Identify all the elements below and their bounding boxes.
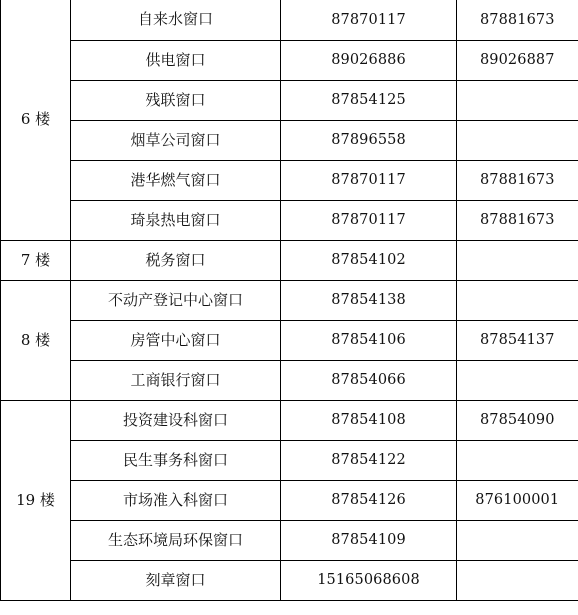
window-name: 供电窗口 [71, 40, 281, 80]
window-name: 残联窗口 [71, 80, 281, 120]
table-row [1, 40, 578, 80]
phone-secondary: 87854090 [457, 400, 578, 440]
phone-primary: 87854109 [281, 520, 457, 560]
table-row [1, 160, 578, 200]
floor-label-6: 6 楼 [1, 0, 71, 240]
table-row [1, 360, 578, 400]
phone-primary: 89026886 [281, 40, 457, 80]
table-row [1, 320, 578, 360]
table-row [1, 400, 578, 440]
phone-primary: 87870117 [281, 160, 457, 200]
table-row [1, 0, 578, 40]
phone-primary: 87854066 [281, 360, 457, 400]
phone-primary: 87870117 [281, 0, 457, 40]
table-row [1, 560, 578, 600]
phone-primary: 87896558 [281, 120, 457, 160]
phone-primary: 87854122 [281, 440, 457, 480]
table-row [1, 80, 578, 120]
table-row [1, 520, 578, 560]
phone-secondary: 87881673 [457, 160, 578, 200]
window-name: 刻章窗口 [71, 560, 281, 600]
window-name: 港华燃气窗口 [71, 160, 281, 200]
phone-secondary [457, 440, 578, 480]
table-row [1, 440, 578, 480]
phone-primary: 87854125 [281, 80, 457, 120]
phone-primary: 87854126 [281, 480, 457, 520]
phone-secondary: 89026887 [457, 40, 578, 80]
phone-primary: 15165068608 [281, 560, 457, 600]
phone-primary: 87854138 [281, 280, 457, 320]
phone-primary: 87854108 [281, 400, 457, 440]
phone-secondary [457, 280, 578, 320]
window-name: 烟草公司窗口 [71, 120, 281, 160]
floor-label-8: 8 楼 [1, 280, 71, 400]
window-name: 工商银行窗口 [71, 360, 281, 400]
phone-secondary: 876100001 [457, 480, 578, 520]
window-name: 生态环境局环保窗口 [71, 520, 281, 560]
phone-primary: 87870117 [281, 200, 457, 240]
phone-secondary [457, 80, 578, 120]
phone-secondary: 87854137 [457, 320, 578, 360]
table-row [1, 280, 578, 320]
window-name: 琦泉热电窗口 [71, 200, 281, 240]
table-row [1, 120, 578, 160]
phone-secondary [457, 520, 578, 560]
phone-secondary [457, 360, 578, 400]
window-name: 投资建设科窗口 [71, 400, 281, 440]
window-name: 房管中心窗口 [71, 320, 281, 360]
phone-primary: 87854102 [281, 240, 457, 280]
phone-secondary: 87881673 [457, 0, 578, 40]
table-row [1, 240, 578, 280]
window-name: 税务窗口 [71, 240, 281, 280]
window-name: 不动产登记中心窗口 [71, 280, 281, 320]
phone-secondary [457, 120, 578, 160]
table-row [1, 200, 578, 240]
phone-secondary: 87881673 [457, 200, 578, 240]
floor-label-7: 7 楼 [1, 240, 71, 280]
table-row [1, 480, 578, 520]
window-name: 民生事务科窗口 [71, 440, 281, 480]
phone-secondary [457, 240, 578, 280]
window-name: 自来水窗口 [71, 0, 281, 40]
phone-primary: 87854106 [281, 320, 457, 360]
floor-label-19: 19 楼 [1, 400, 71, 600]
phone-secondary [457, 560, 578, 600]
window-name: 市场准入科窗口 [71, 480, 281, 520]
